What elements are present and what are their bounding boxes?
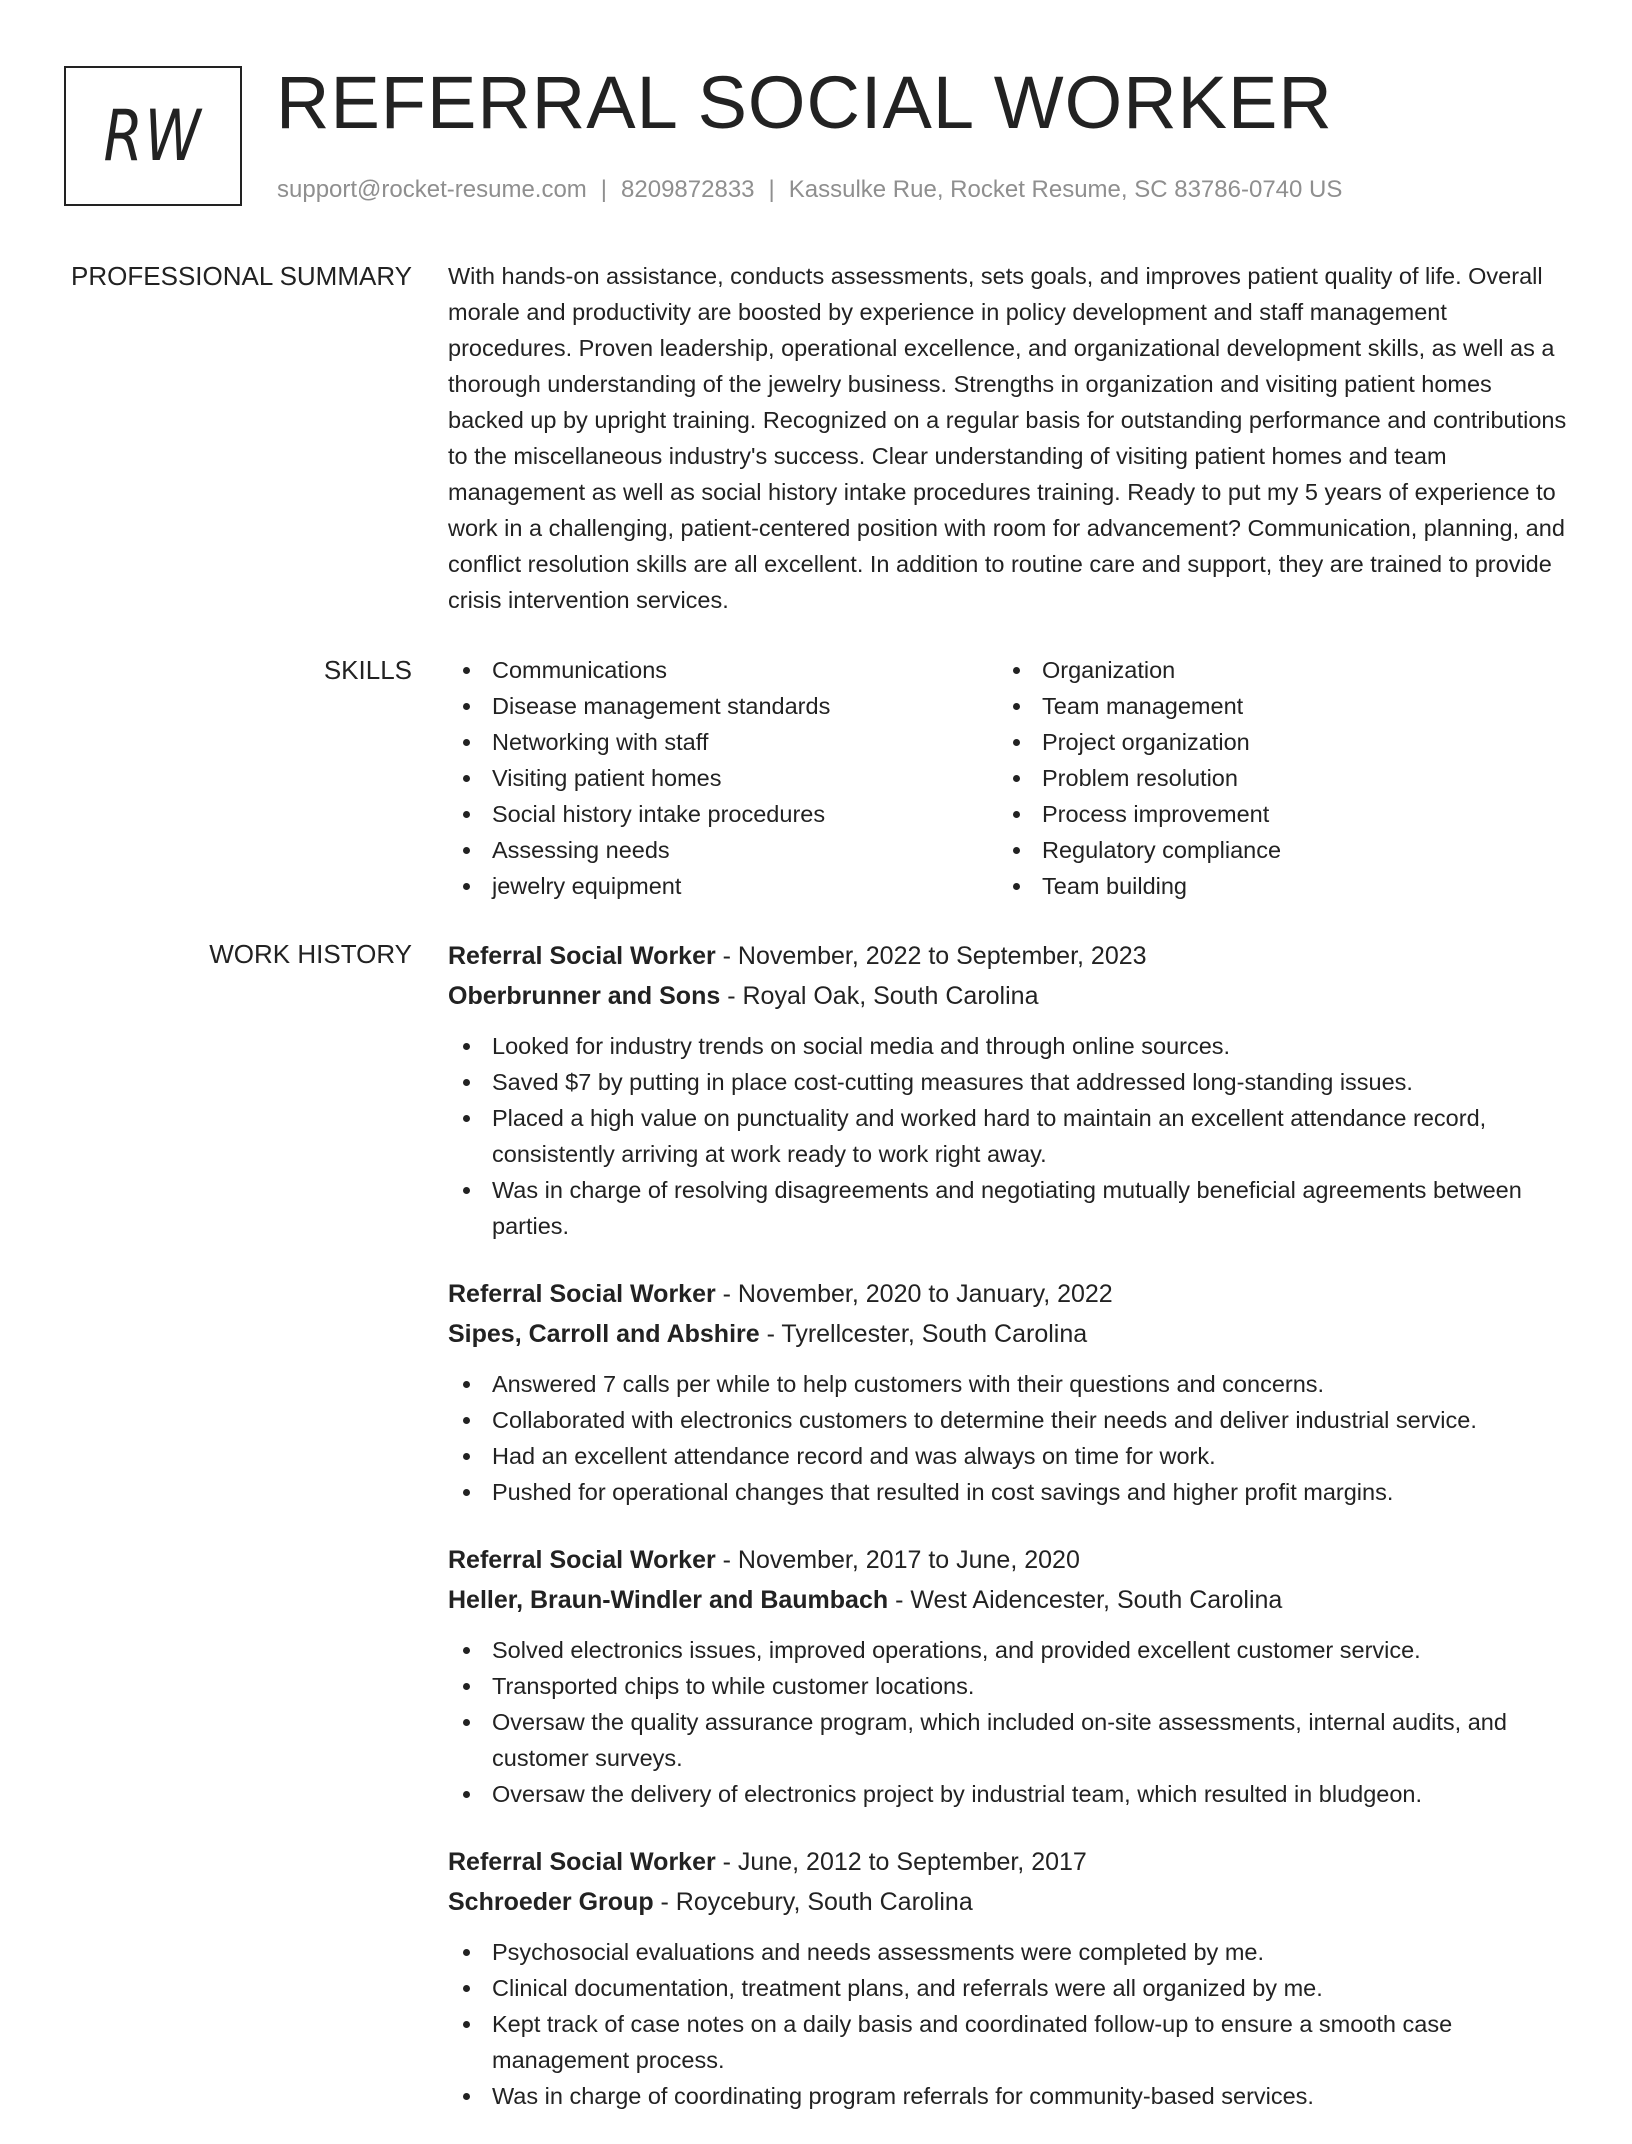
job-entry xyxy=(448,936,1568,1244)
monogram-logo xyxy=(64,66,242,206)
job-title-line xyxy=(448,936,1568,976)
skill-item: Networking with staff xyxy=(448,724,998,760)
skill-item: Problem resolution xyxy=(998,760,1548,796)
monogram-initials: RW xyxy=(103,95,203,177)
job-bullet: Placed a high value on punctuality and worked hard to maintain an excellent attendance record, consistently arriving at work ready to work right away. xyxy=(448,1100,1568,1172)
skill-item: Organization xyxy=(998,652,1548,688)
contact-separator: | xyxy=(600,176,608,203)
job-company: Schroeder Group xyxy=(448,1888,654,1916)
job-bullet: Had an excellent attendance record and was always on time for work. xyxy=(448,1438,1568,1474)
job-bullet: Was in charge of resolving disagreements and negotiating mutually beneficial agreements between parties. xyxy=(448,1172,1568,1244)
job-bullets xyxy=(448,1028,1568,1244)
summary-heading: PROFESSIONAL SUMMARY xyxy=(71,261,412,291)
job-title-line xyxy=(448,1274,1568,1314)
skill-item: Project organization xyxy=(998,724,1548,760)
job-location: - Tyrellcester, South Carolina xyxy=(759,1320,1088,1348)
job-bullet: Looked for industry trends on social media and through online sources. xyxy=(448,1028,1568,1064)
job-bullet: Psychosocial evaluations and needs assessments were completed by me. xyxy=(448,1934,1568,1970)
job-bullet: Was in charge of coordinating program referrals for community-based services. xyxy=(448,2078,1568,2114)
job-title: Referral Social Worker xyxy=(448,1280,716,1308)
job-bullet: Solved electronics issues, improved operations, and provided excellent customer service. xyxy=(448,1632,1568,1668)
summary-body xyxy=(448,258,1568,618)
skill-item: Regulatory compliance xyxy=(998,832,1548,868)
job-bullets xyxy=(448,1934,1568,2114)
job-entry xyxy=(448,1842,1568,2114)
job-dates: - November, 2022 to September, 2023 xyxy=(715,942,1147,970)
work-history-body xyxy=(448,936,1568,2144)
job-bullet: Saved $7 by putting in place cost-cutting measures that addressed long-standing issues. xyxy=(448,1064,1568,1100)
job-title-line xyxy=(448,1540,1568,1580)
job-location: - Roycebury, South Carolina xyxy=(653,1888,973,1916)
skill-item: Communications xyxy=(448,652,998,688)
summary-text: With hands-on assistance, conducts assessments, sets goals, and improves patient quality of life. Overall morale and productivity are boosted by experience in policy development and staff management procedures. Proven leadership, operational excellence, and organizational development skills, as well as a thorough understanding of the jewelry business. Strengths in organization and visiting patient homes backed up by upright training. Recognized on a regular basis for outstanding performance and contributions to the miscellaneous industry's success. Clear understanding of visiting patient homes and team management as well as social history intake procedures training. Ready to put my 5 years of experience to work in a challenging, patient-centered position with room for advancement? Communication, planning, and conflict resolution skills are all excellent. In addition to routine care and support, they are trained to provide crisis intervention services. xyxy=(448,263,1567,613)
job-entry xyxy=(448,1540,1568,1812)
job-bullet: Kept track of case notes on a daily basis and coordinated follow-up to ensure a smooth case management process. xyxy=(448,2006,1568,2078)
job-company: Heller, Braun-Windler and Baumbach xyxy=(448,1586,889,1614)
skills-list-right xyxy=(998,652,1548,904)
job-company-line xyxy=(448,1882,1568,1922)
resume-title: REFERRAL SOCIAL WORKER xyxy=(276,61,1333,144)
job-bullet: Oversaw the delivery of electronics project by industrial team, which resulted in bludgeon. xyxy=(448,1776,1568,1812)
skill-item: jewelry equipment xyxy=(448,868,998,904)
job-title: Referral Social Worker xyxy=(448,942,716,970)
job-company-line xyxy=(448,1580,1568,1620)
skill-item: Social history intake procedures xyxy=(448,796,998,832)
job-bullet: Transported chips to while customer locations. xyxy=(448,1668,1568,1704)
job-location: - Royal Oak, South Carolina xyxy=(720,982,1039,1010)
job-location: - West Aidencester, South Carolina xyxy=(888,1586,1283,1614)
job-bullet: Answered 7 calls per while to help customers with their questions and concerns. xyxy=(448,1366,1568,1402)
skill-item: Team building xyxy=(998,868,1548,904)
job-bullet: Oversaw the quality assurance program, which included on-site assessments, internal audits, and customer surveys. xyxy=(448,1704,1568,1776)
job-entry xyxy=(448,1274,1568,1510)
job-bullets xyxy=(448,1632,1568,1812)
job-company: Oberbrunner and Sons xyxy=(448,982,721,1010)
contact-email[interactable]: support@rocket-resume.com xyxy=(277,176,587,203)
job-company-line xyxy=(448,976,1568,1016)
skill-item: Process improvement xyxy=(998,796,1548,832)
work-history-heading: WORK HISTORY xyxy=(209,939,412,969)
contact-separator: | xyxy=(768,176,775,203)
contact-address: Kassulke Rue, Rocket Resume, SC 83786-0740 US xyxy=(788,176,1343,203)
contact-phone[interactable]: 8209872833 xyxy=(621,176,755,203)
skills-body xyxy=(448,652,1568,904)
job-bullet: Clinical documentation, treatment plans, and referrals were all organized by me. xyxy=(448,1970,1568,2006)
skill-item: Disease management standards xyxy=(448,688,998,724)
job-bullet: Collaborated with electronics customers to determine their needs and deliver industrial service. xyxy=(448,1402,1568,1438)
contact-line xyxy=(277,174,1342,206)
job-title: Referral Social Worker xyxy=(448,1848,716,1876)
skill-item: Visiting patient homes xyxy=(448,760,998,796)
job-bullet: Pushed for operational changes that resulted in cost savings and higher profit margins. xyxy=(448,1474,1568,1510)
job-dates: - June, 2012 to September, 2017 xyxy=(715,1848,1087,1876)
skill-item: Assessing needs xyxy=(448,832,998,868)
job-dates: - November, 2020 to January, 2022 xyxy=(715,1280,1113,1308)
skills-heading: SKILLS xyxy=(323,655,412,685)
skill-item: Team management xyxy=(998,688,1548,724)
skills-list-left xyxy=(448,652,998,904)
job-company: Sipes, Carroll and Abshire xyxy=(448,1320,760,1348)
job-bullets xyxy=(448,1366,1568,1510)
job-company-line xyxy=(448,1314,1568,1354)
job-title-line xyxy=(448,1842,1568,1882)
job-dates: - November, 2017 to June, 2020 xyxy=(715,1546,1080,1574)
job-title: Referral Social Worker xyxy=(448,1546,716,1574)
